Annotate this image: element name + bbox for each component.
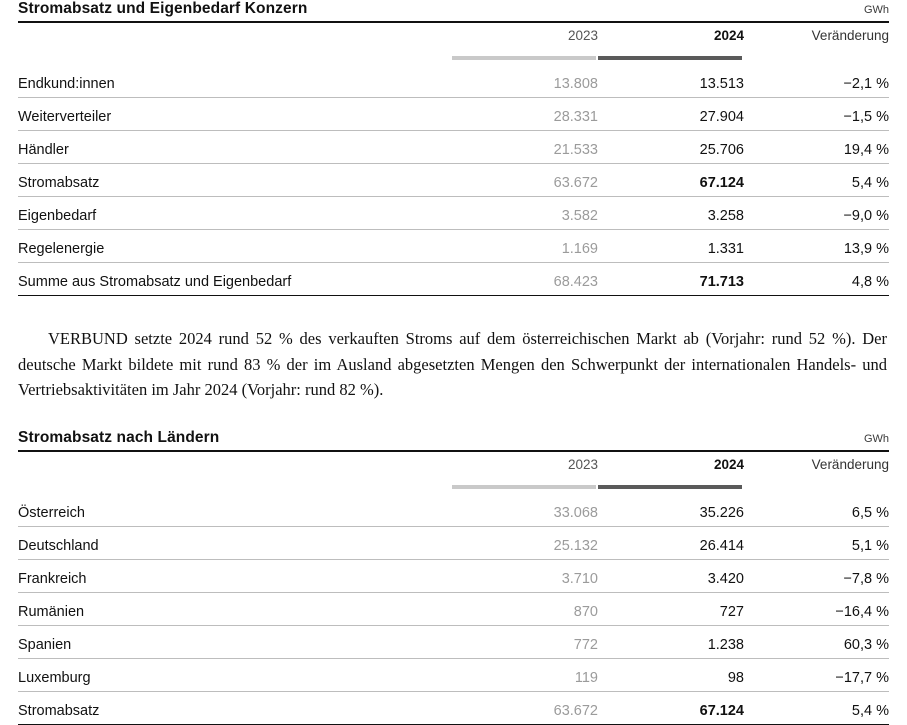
section-unit-label: GWh: [863, 432, 889, 445]
row-value-2024: 67.124: [598, 164, 744, 197]
row-value-2024: 35.226: [598, 494, 744, 527]
table-row-total: [18, 263, 889, 296]
row-value-2024: 3.258: [598, 197, 744, 230]
row-label: Luxemburg: [18, 658, 452, 691]
row-value-2024: 3.420: [598, 559, 744, 592]
row-label: Österreich: [18, 494, 452, 527]
body-paragraph: VERBUND setzte 2024 rund 52 % des verkauften Stroms auf dem österreichischen Markt ab (Vorjahr: rund 52 %). Der deutsche Markt bildete mit rund 83 % der im Ausland abgesetzten Mengen den Schwerpunkt der internationalen Handels- und Vertriebsaktivitäten im Jahr 2024 (Vorjahr: rund 82 %).: [18, 329, 887, 400]
table-row: [18, 526, 889, 559]
column-header-label: [18, 23, 452, 48]
row-label: Regelenergie: [18, 230, 452, 263]
row-value-2024: 27.904: [598, 98, 744, 131]
column-header-2024: 2024: [713, 28, 744, 43]
rule-spacer: [18, 477, 452, 494]
row-value-change: 5,4 %: [744, 691, 889, 724]
column-header-veraenderung: Veränderung: [811, 456, 889, 472]
rule-spacer-delta: [744, 48, 889, 65]
rule-cell-2023: [452, 48, 598, 65]
row-value-2024: 727: [598, 592, 744, 625]
section-title: Stromabsatz und Eigenbedarf Konzern: [18, 0, 308, 17]
row-value-2024: 1.238: [598, 625, 744, 658]
row-value-2024: 98: [598, 658, 744, 691]
table-row: [18, 494, 889, 527]
rule-cell-2023: [452, 477, 598, 494]
row-value-2023: 119: [452, 658, 598, 691]
table-body-stromabsatz-konzern: [18, 65, 889, 296]
table-row: [18, 559, 889, 592]
row-label: Frankreich: [18, 559, 452, 592]
row-value-2023: 3.710: [452, 559, 598, 592]
row-value-2023: 25.132: [452, 526, 598, 559]
rule-spacer-delta: [744, 477, 889, 494]
section-unit-label: GWh: [863, 4, 889, 16]
column-header-2023: 2023: [567, 456, 598, 472]
table-header-rules: [18, 48, 889, 65]
row-value-2023: 63.672: [452, 164, 598, 197]
table-row-total: [18, 691, 889, 724]
rule-cell-2024: [598, 48, 744, 65]
row-label: Stromabsatz: [18, 691, 452, 724]
row-value-2024: 1.331: [598, 230, 744, 263]
section-title: Stromabsatz nach Ländern: [18, 428, 220, 446]
row-value-2023: 21.533: [452, 131, 598, 164]
table-header-row: [18, 23, 889, 48]
row-value-2024: 26.414: [598, 526, 744, 559]
table-header-rules: [18, 477, 889, 494]
row-value-change: 19,4 %: [744, 131, 889, 164]
table-body-stromabsatz-laender: [18, 494, 889, 725]
row-value-change: −16,4 %: [744, 592, 889, 625]
table-row: [18, 98, 889, 131]
row-value-2024: 67.124: [598, 691, 744, 724]
row-value-change: −1,5 %: [744, 98, 889, 131]
row-value-change: −7,8 %: [744, 559, 889, 592]
row-value-change: −17,7 %: [744, 658, 889, 691]
table-row: [18, 197, 889, 230]
row-label: Summe aus Stromabsatz und Eigenbedarf: [18, 263, 452, 296]
rule-bar-2024: [598, 56, 742, 60]
column-header-label: [18, 452, 452, 477]
table-row: [18, 592, 889, 625]
row-value-change: 13,9 %: [744, 230, 889, 263]
column-header-2023: 2023: [567, 28, 598, 43]
table-row: [18, 658, 889, 691]
row-value-2023: 63.672: [452, 691, 598, 724]
table-stromabsatz-laender: [18, 452, 889, 725]
rule-cell-2024: [598, 477, 744, 494]
rule-spacer: [18, 48, 452, 65]
row-value-change: 6,5 %: [744, 494, 889, 527]
row-value-2024: 13.513: [598, 65, 744, 98]
table-row: [18, 164, 889, 197]
section-header-stromabsatz-laender: [18, 429, 889, 452]
row-label: Eigenbedarf: [18, 197, 452, 230]
row-label: Stromabsatz: [18, 164, 452, 197]
row-label: Rumänien: [18, 592, 452, 625]
row-value-change: −2,1 %: [744, 65, 889, 98]
row-value-2024: 25.706: [598, 131, 744, 164]
row-value-change: 5,4 %: [744, 164, 889, 197]
rule-bar-2024: [598, 485, 742, 489]
table-row: [18, 625, 889, 658]
row-label: Weiterverteiler: [18, 98, 452, 131]
row-value-2023: 28.331: [452, 98, 598, 131]
table-stromabsatz-konzern: [18, 23, 889, 296]
table-row: [18, 65, 889, 98]
column-header-veraenderung: Veränderung: [811, 28, 889, 43]
rule-bar-2023: [452, 56, 596, 60]
row-label: Händler: [18, 131, 452, 164]
row-label: Endkund:innen: [18, 65, 452, 98]
row-value-2023: 68.423: [452, 263, 598, 296]
row-value-2023: 870: [452, 592, 598, 625]
row-value-2023: 13.808: [452, 65, 598, 98]
row-label: Deutschland: [18, 526, 452, 559]
row-value-2024: 71.713: [598, 263, 744, 296]
rule-bar-2023: [452, 485, 596, 489]
table-row: [18, 131, 889, 164]
section-header-stromabsatz-konzern: [18, 0, 889, 23]
table-header-row: [18, 452, 889, 477]
row-value-2023: 1.169: [452, 230, 598, 263]
row-value-2023: 772: [452, 625, 598, 658]
row-value-2023: 33.068: [452, 494, 598, 527]
row-label: Spanien: [18, 625, 452, 658]
row-value-change: 4,8 %: [744, 263, 889, 296]
column-header-2024: 2024: [713, 456, 744, 472]
row-value-2023: 3.582: [452, 197, 598, 230]
row-value-change: 60,3 %: [744, 625, 889, 658]
table-row: [18, 230, 889, 263]
row-value-change: 5,1 %: [744, 526, 889, 559]
row-value-change: −9,0 %: [744, 197, 889, 230]
